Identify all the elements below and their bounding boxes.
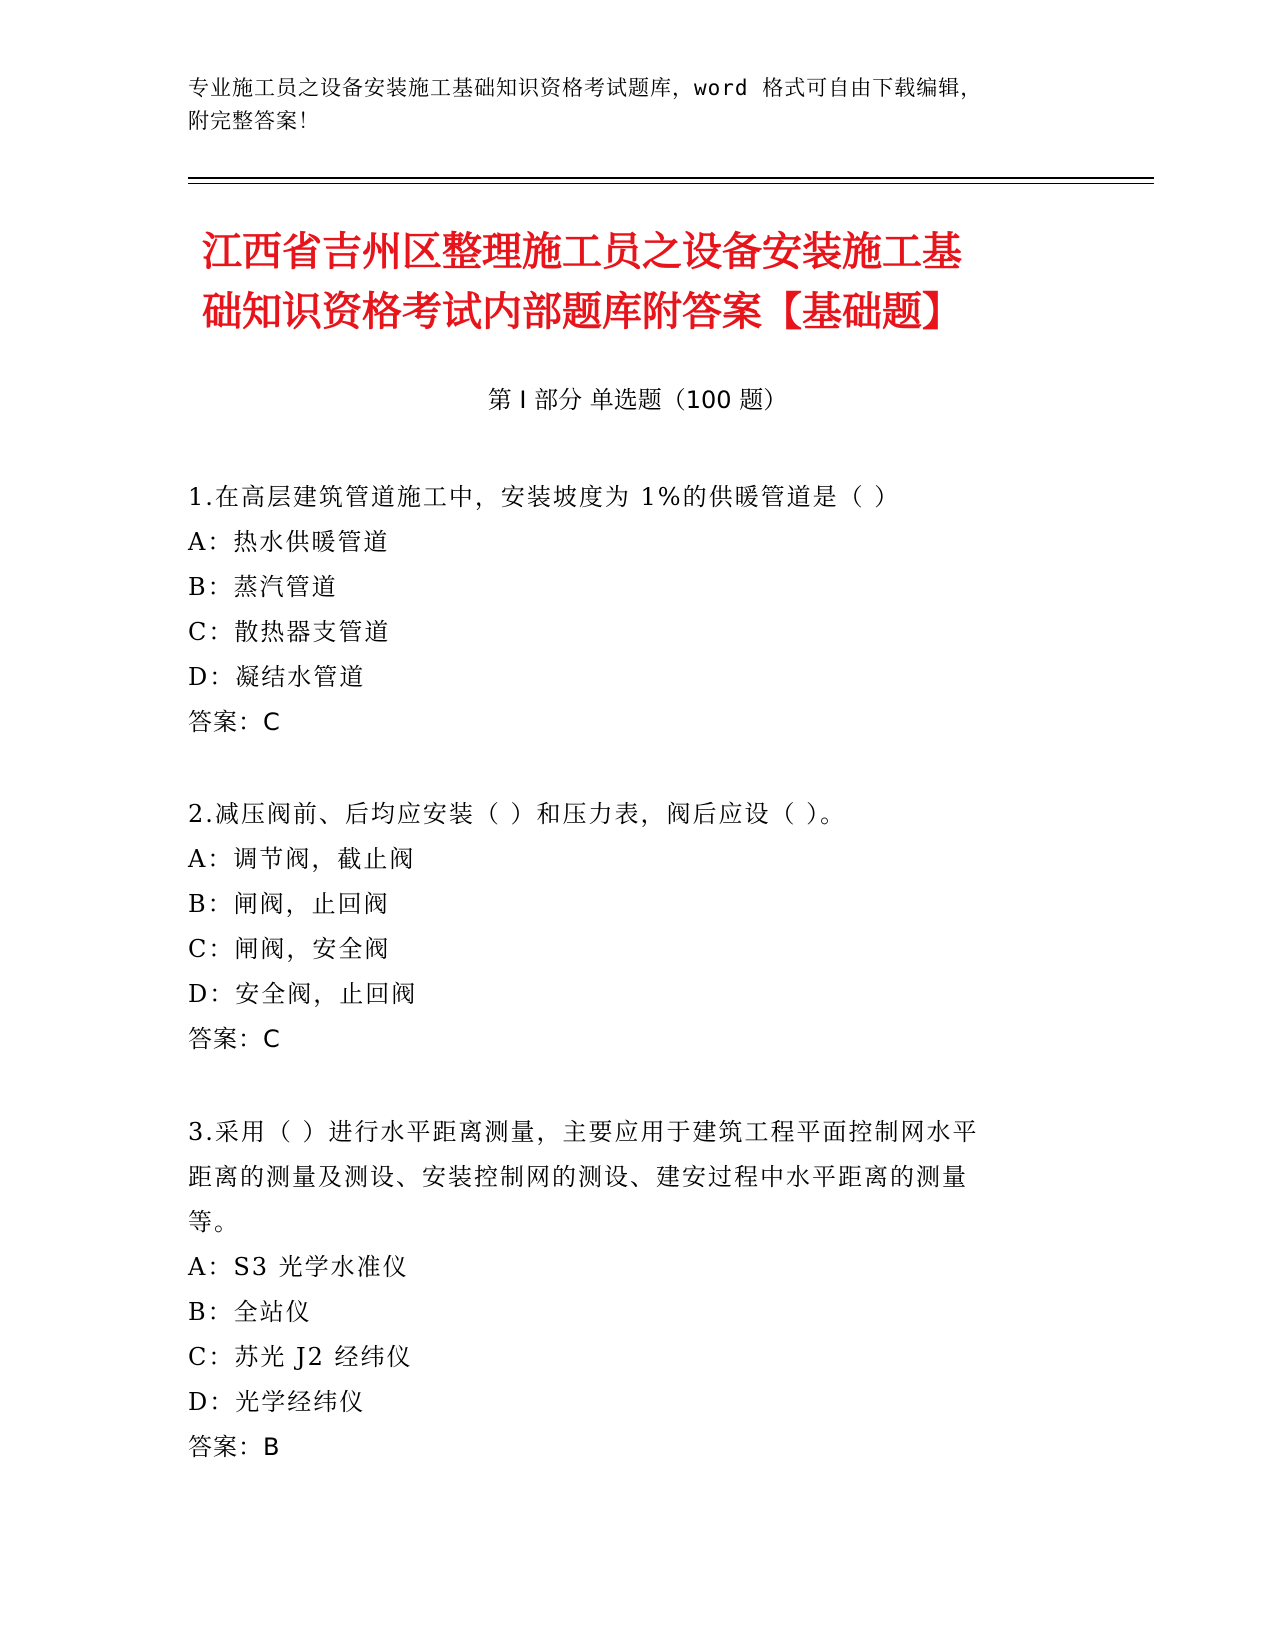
section-heading: 第 I 部分 单选题（100 题）: [487, 386, 788, 414]
header-divider-thin: [188, 183, 1154, 184]
question-1: [188, 475, 1088, 745]
option-c: C：苏光 J2 经纬仪: [188, 1343, 413, 1371]
header-note-line-2: 附完整答案！: [188, 109, 320, 133]
header-note: [188, 72, 1088, 138]
question-stem-line: 距离的测量及测设、安装控制网的测设、建安过程中水平距离的测量: [188, 1163, 968, 1191]
answer: 答案：C: [188, 1025, 281, 1053]
question-stem-line: 3.采用（ ）进行水平距离测量，主要应用于建筑工程平面控制网水平: [188, 1118, 979, 1146]
question-stem: [188, 1110, 1088, 1245]
question-stem: [188, 792, 1088, 837]
answer: 答案：C: [188, 708, 281, 736]
option-b: B：蒸汽管道: [188, 573, 338, 601]
option-a: A：热水供暖管道: [188, 528, 390, 556]
question-stem-line: 2.减压阀前、后均应安装（ ）和压力表，阀后应设（ ）。: [188, 800, 847, 828]
option-d: D：光学经纬仪: [188, 1388, 366, 1416]
question-stem: [188, 475, 1088, 520]
document-title: [202, 222, 1082, 342]
option-d: D：凝结水管道: [188, 663, 366, 691]
option-b: B：全站仪: [188, 1298, 312, 1326]
document-title-line-1: 江西省吉州区整理施工员之设备安装施工基: [202, 229, 962, 275]
option-a: A：调节阀，截止阀: [188, 845, 416, 873]
option-c: C：闸阀，安全阀: [188, 935, 391, 963]
answer: 答案：B: [188, 1433, 281, 1461]
option-a: A：S3 光学水准仪: [188, 1253, 409, 1281]
header-divider-thick: [188, 177, 1154, 179]
document-title-line-2: 础知识资格考试内部题库附答案【基础题】: [202, 289, 962, 335]
question-3: [188, 1110, 1088, 1470]
header-note-line-1: 专业施工员之设备安装施工基础知识资格考试题库，word 格式可自由下载编辑，: [188, 76, 983, 100]
option-b: B：闸阀，止回阀: [188, 890, 390, 918]
question-stem-line: 1.在高层建筑管道施工中，安装坡度为 1%的供暖管道是（ ）: [188, 483, 901, 511]
question-stem-line: 等。: [188, 1208, 240, 1236]
option-d: D：安全阀，止回阀: [188, 980, 418, 1008]
option-c: C：散热器支管道: [188, 618, 391, 646]
question-2: [188, 792, 1088, 1062]
